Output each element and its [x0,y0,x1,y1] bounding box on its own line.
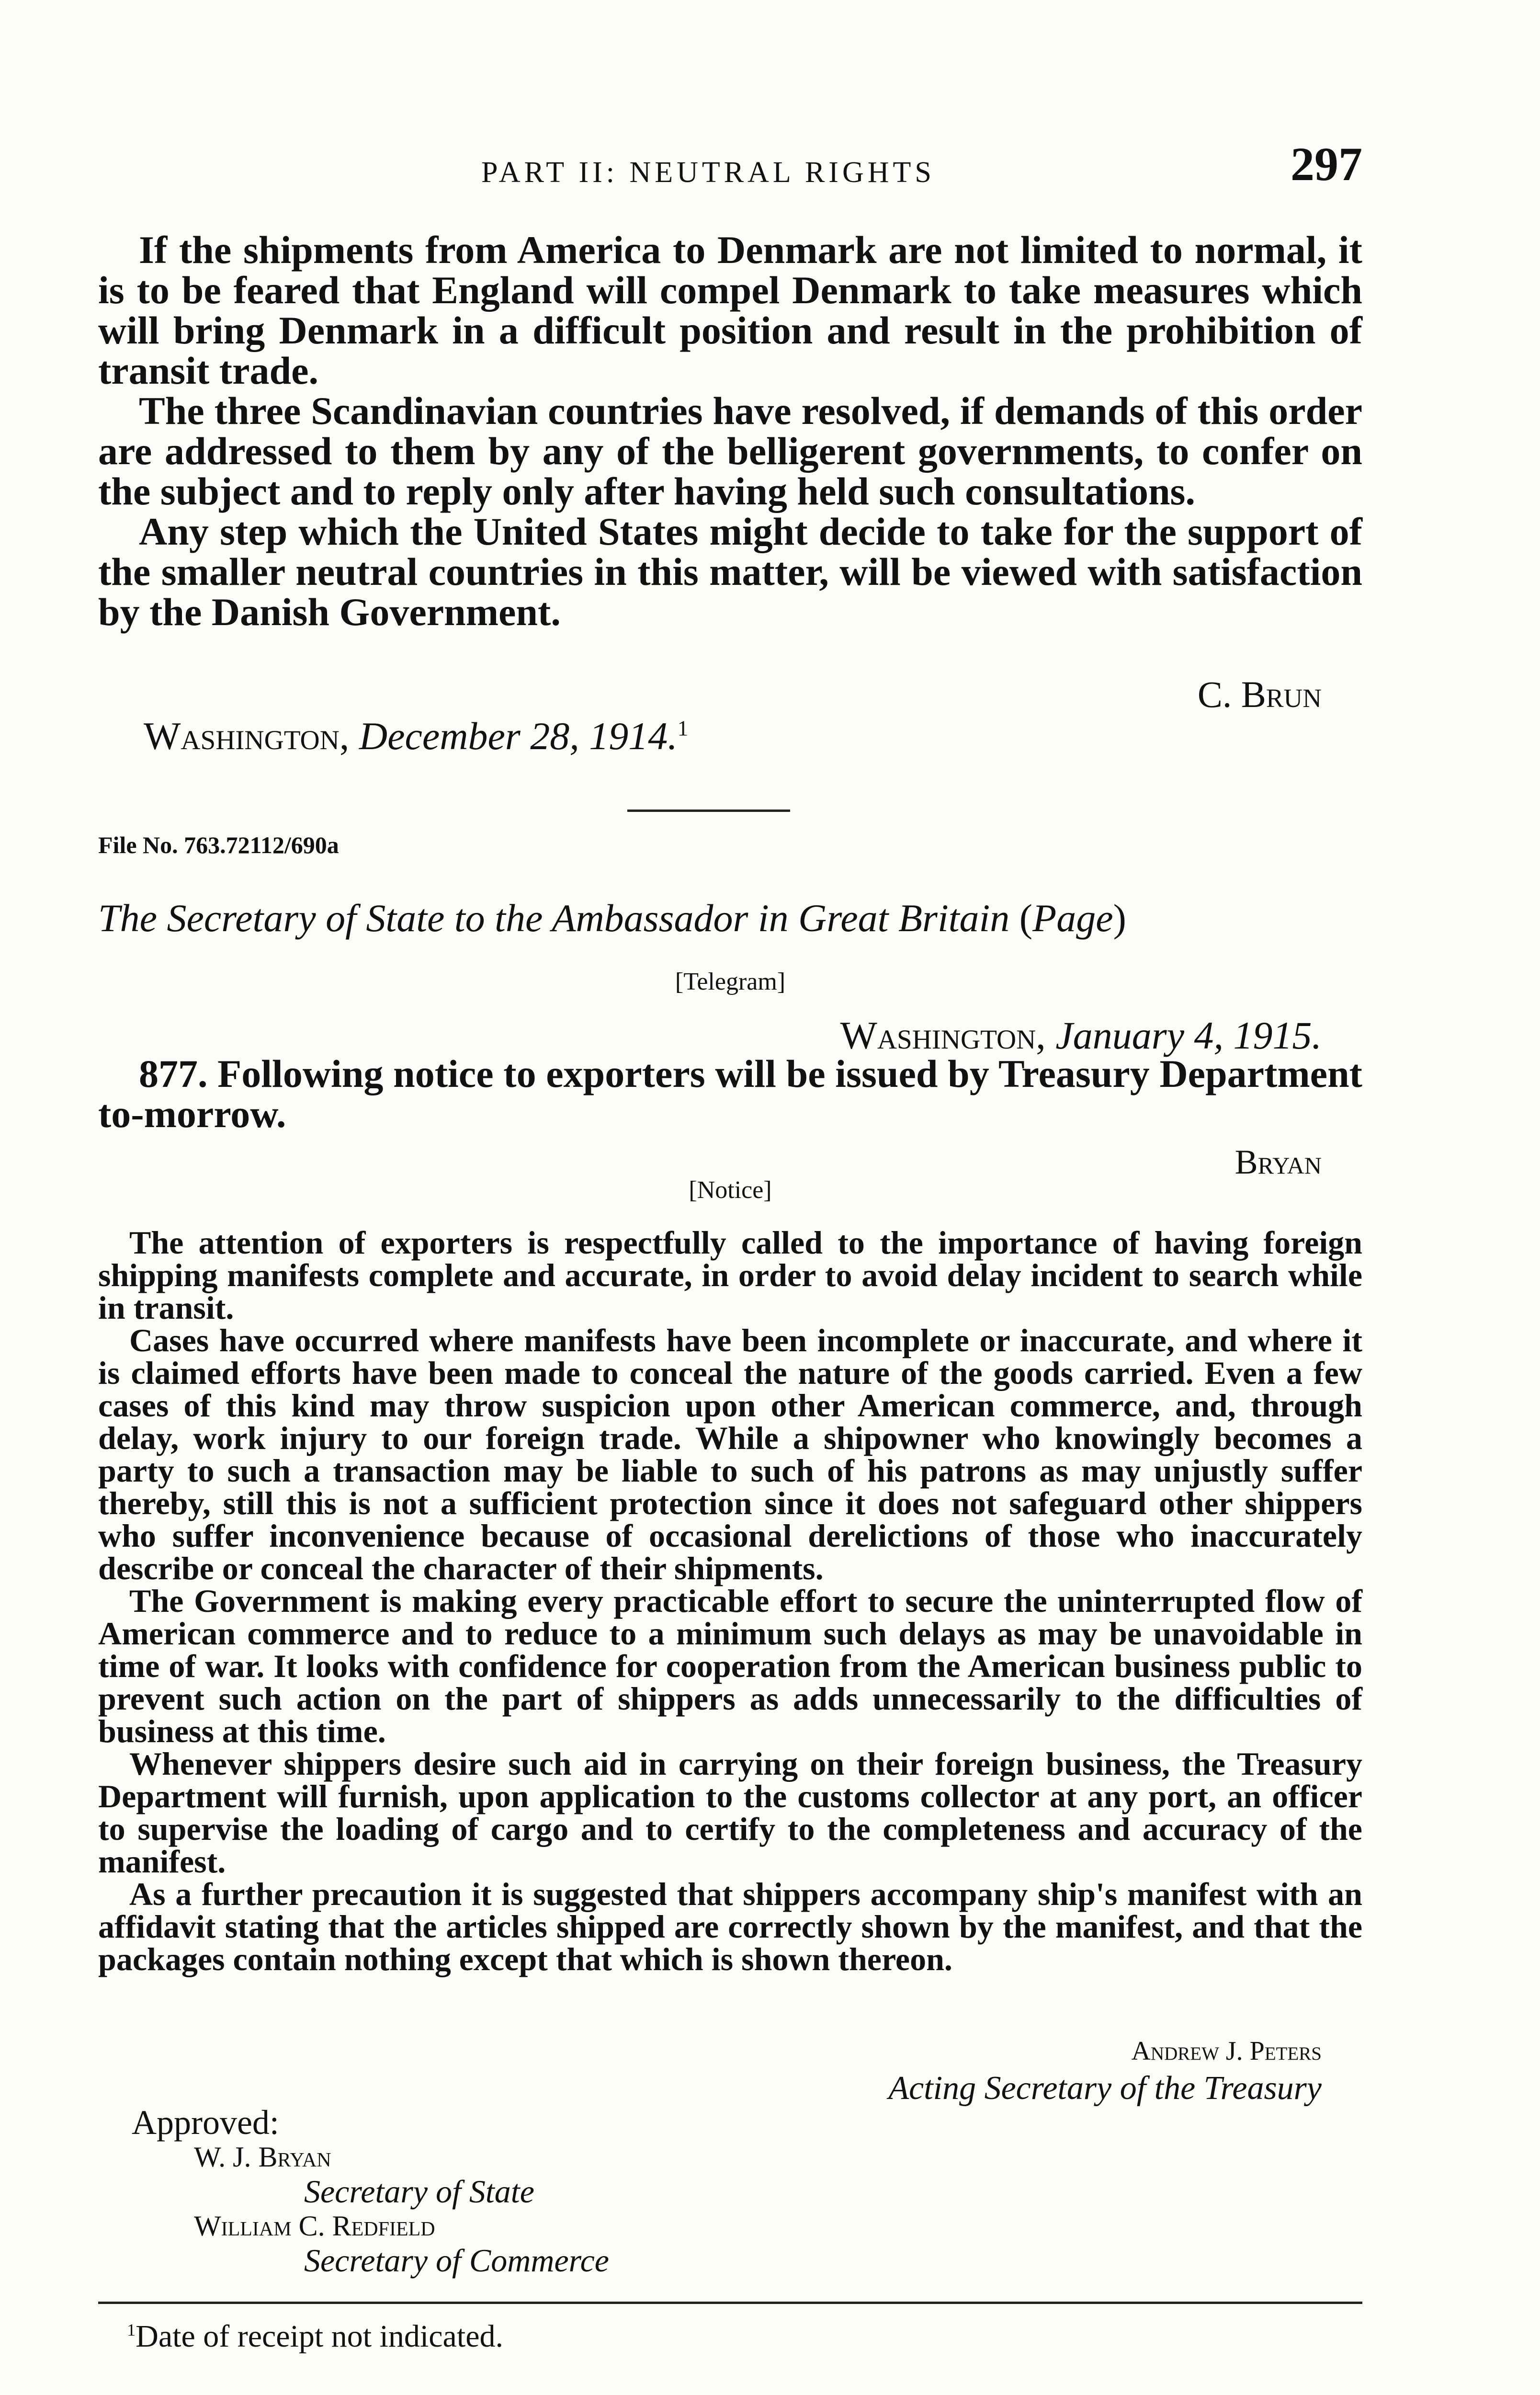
letter-body [98,230,1362,632]
telegram-date-place: Washington, [840,1014,1046,1057]
notice-paragraph-4: Whenever shippers desire such aid in carrying on their foreign business, the Treasury Department will furnish, upon application to the customs collector at any port, an officer to supervise the loading of cargo and to certify to the completeness and accuracy of the manifest. [98,1745,1362,1880]
section-divider [627,810,790,812]
notice-paragraph-1: The attention of exporters is respectfully called to the importance of having foreign shipping manifests complete and accurate, in order to avoid delay incident to search while in transit. [98,1224,1362,1326]
heading-paren-close: ) [1113,896,1126,940]
letter-paragraph-1: If the shipments from America to Denmark are not limited to normal, it is to be feared that England will compel Denmark to take measures which will bring Denmark in a difficult position and result in the prohibition of transit trade. [98,228,1362,392]
file-number: File No. 763.72112/690a [98,832,339,858]
heading-paren-open: ( [1019,896,1033,940]
heading-main: The Secretary of State to the Ambassador in Great Britain [98,896,1010,940]
footnote [127,2318,503,2355]
notice-paragraph-2: Cases have occurred where manifests have been incomplete or inaccurate, and where it is claimed efforts have been made to conceal the nature of the goods carried. Even a few cases of this kind may throw suspicion upon other American commerce, and, through delay, work injury to our foreign trade. While a shipowner who knowingly becomes a party to such a transaction may be liable to such of his patrons as may unjustly suffer thereby, still this is not a sufficient protection since it does not safeguard other shippers who suffer inconvenience because of occasional derelictions of those who inaccurately describe or conceal the character of their shipments. [98,1322,1362,1586]
telegram-dateline [98,1013,1322,1058]
letter-date: December 28, 1914. [359,714,678,758]
notice-label: [Notice] [689,1176,772,1204]
page-header [98,137,1362,208]
heading-name: Page [1032,896,1113,940]
running-head: PART II: NEUTRAL RIGHTS [481,156,935,189]
approver-title-2: Secretary of Commerce [304,2242,609,2279]
notice-body [98,1226,1362,1975]
signer-title: Acting Secretary of the Treasury [888,2070,1322,2107]
notice-signature [98,2036,1322,2108]
approver-name-1: W. J. Bryan [194,2141,331,2173]
notice-paragraph-5: As a further precaution it is suggested that shippers accompany ship's manifest with an affidavit stating that the articles shipped are correctly shown by the manifest, and that the packages contain nothing except that which is shown thereon. [98,1876,1362,1977]
approver-title-1: Secretary of State [304,2173,534,2210]
footnote-mark: 1 [127,2320,136,2339]
letter-date-place: Washington, [144,714,350,758]
footnote-rule [98,2302,1362,2304]
letter-signature: C. Brun [1197,673,1322,715]
footnote-ref: 1 [677,716,689,741]
telegram-signature: Bryan [1234,1143,1322,1181]
letter-dateline [144,714,688,759]
telegram-label: [Telegram] [675,968,786,995]
telegram-text: 877. Following notice to exporters will be issued by Treasury Department to-morrow. [98,1052,1362,1136]
signer-name: Andrew J. Peters [1131,2036,1322,2066]
footnote-text: Date of receipt not indicated. [136,2319,503,2354]
approved-label: Approved: [132,2103,279,2142]
page-number: 297 [1291,137,1362,191]
telegram-body [98,1054,1362,1134]
letter-paragraph-3: Any step which the United States might decide to take for the support of the smaller neutral countries in this matter, will be viewed with satisfaction by the Danish Government. [98,510,1362,634]
approval-block [132,2105,609,2278]
approver-name-2: William C. Redfield [194,2210,435,2242]
letter-paragraph-2: The three Scandinavian countries have resolved, if demands of this order are addressed to them by any of the belligerent governments, to confer on the subject and to reply only after having held such consultations. [98,389,1362,513]
notice-paragraph-3: The Government is making every practicable effort to secure the uninterrupted flow of American commerce and to reduce to a minimum such delays as may be unavoidable in time of war. It looks with confidence for cooperation from the American business public to prevent such action on the part of shippers as adds unnecessarily to the difficulties of business at this time. [98,1583,1362,1749]
telegram-date: January 4, 1915. [1055,1014,1322,1057]
document-heading [98,896,1362,941]
